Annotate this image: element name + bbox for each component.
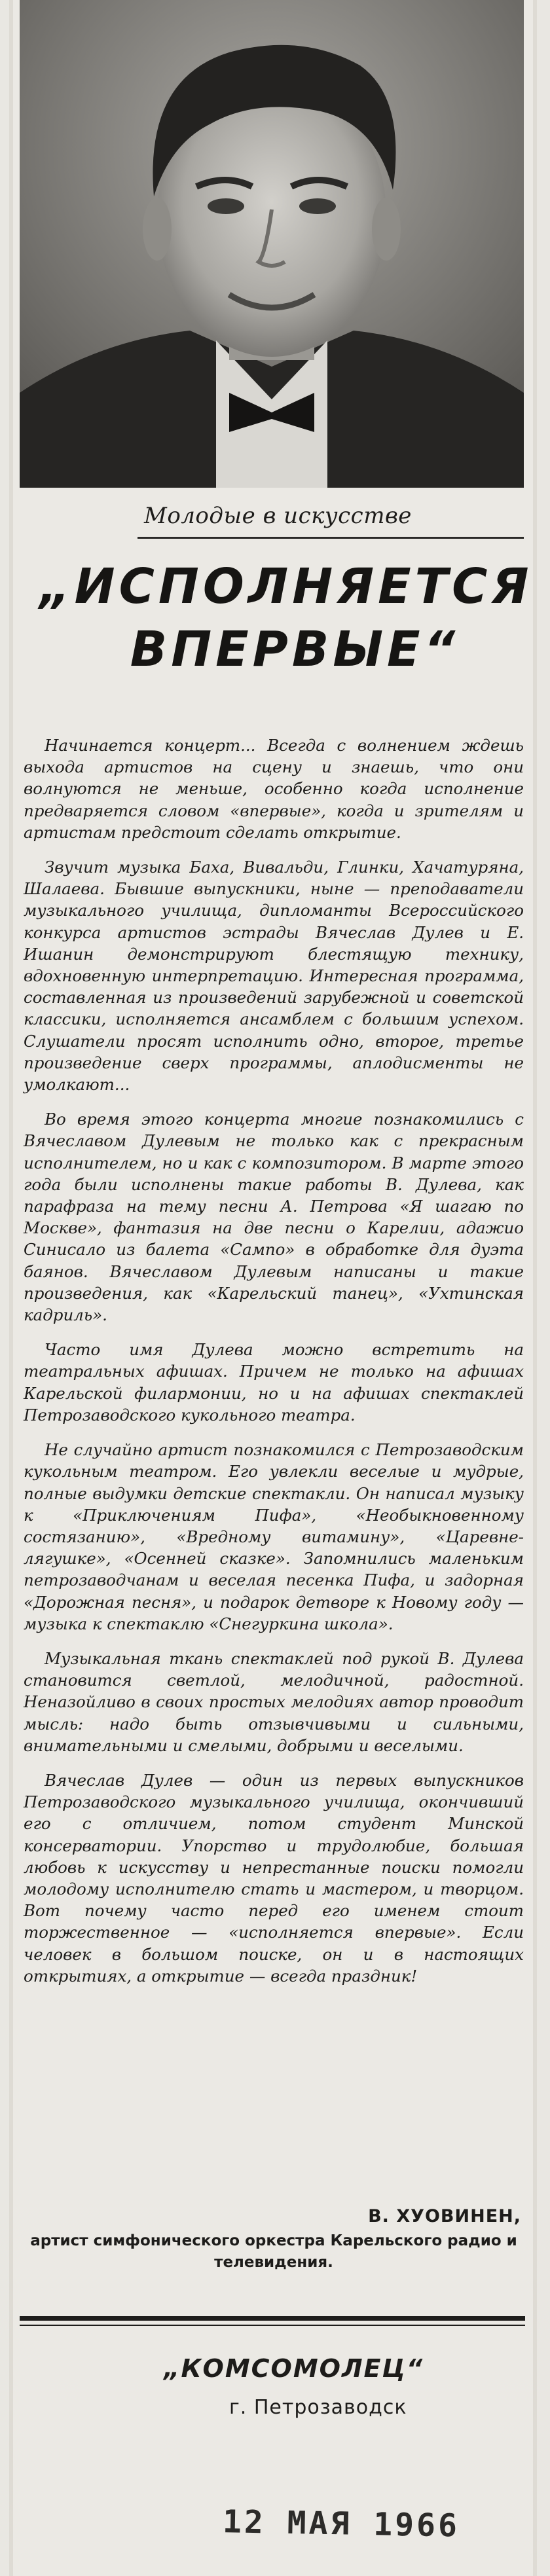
paragraph: Звучит музыка Баха, Вивальди, Глинки, Хачатуряна, Шалаева. Бывшие выпускники, ныне — преподаватели музыкального училища, дипломанты Всероссийского конкурса артистов эстрады Вячеслав Дулев и Е. Ишанин демонстрируют блестящую технику, вдохновенную интерпретацию. Интересная программа, составленная из произведений зарубежной и советской классики, исполняется ансамблем с большим успехом. Слушатели просят исполнить одно, второе, третье произведение сверх программы, аплодисменты не умолкают... xyxy=(24,858,524,1095)
article-headline xyxy=(39,555,533,681)
paragraph: Часто имя Дулева можно встретить на театральных афишах. Причем не только на афишах Карельской филармонии, но и на афишах спектаклей Петрозаводского кукольного театра. xyxy=(24,1340,524,1424)
paragraph: Музыкальная ткань спектаклей под рукой В. Дулева становится светлой, мелодичной, радостной. Неназойливо в своих простых мелодиях автор проводит мысль: надо быть отзывчивыми и сильными, внимательными и смелыми, добрыми и веселыми. xyxy=(24,1648,524,1755)
headline-line-2: ВПЕРВЫЕ“ xyxy=(130,621,460,678)
footer-rule-thick xyxy=(20,2316,525,2321)
rubric-underline xyxy=(138,537,524,539)
portrait-image xyxy=(20,0,524,488)
portrait-photo xyxy=(20,0,524,488)
date-stamp: 12 МАЯ 1966 xyxy=(222,2503,460,2545)
paragraph: Не случайно артист познакомился с Петрозаводским кукольным театром. Его увлекли веселые и мудрые, полные выдумки детские спектакли. Он написал музыку к «Приключениям Пифа», «Необыкновенному состязанию», «Вредному витамину», «Царевне-лягушке», «Осенней сказке». Запомнились маленьким петрозаводчанам и веселая песенка Пифа, и задорная «Дорожная песня», и подарок детворе к Новому году — музыка к спектаклю «Снегуркина школа». xyxy=(24,1440,524,1633)
paragraph: Начинается концерт... Всегда с волнением ждешь выхода артистов на сцену и знаешь, что они волнуются не меньше, особенно когда исполнение предваряется словом «впервые», когда и зрителям и артистам предстоит сделать открытие. xyxy=(24,736,524,842)
article-body xyxy=(24,735,524,2000)
newspaper-city: г. Петрозаводск xyxy=(229,2396,407,2419)
author-signature xyxy=(24,2206,524,2274)
author-name: В. ХУОВИНЕН, xyxy=(368,2206,521,2226)
paragraph: Во время этого концерта многие познакомились с Вячеславом Дулевым не только как с прекрасным исполнителем, но и как с композитором. В марте этого года были исполнены такие работы В. Дулева, как парафраза на тему песни А. Петрова «Я шагаю по Москве», фантазия на две песни о Карелии, адажио Синисало из балета «Сампо» в обработке для дуэта баянов. Вячеславом Дулевым написаны и такие произведения, как «Карельский танец», «Ухтинская кадриль». xyxy=(24,1110,524,1325)
footer-rule-thin xyxy=(20,2325,525,2326)
rubric-label: Молодые в искусстве xyxy=(144,503,412,529)
newspaper-name: „КОМСОМОЛЕЦ“ xyxy=(164,2354,424,2383)
author-position: артист симфонического оркестра Карельского радио и телевидения. xyxy=(30,2232,517,2271)
paragraph: Вячеслав Дулев — один из первых выпускников Петрозаводского музыкального училища, окончивший его с отличием, потом студент Минской консерватории. Упорство и трудолюбие, большая любовь к искусству и непрестанные поиски помогли молодому исполнителю стать и мастером, и творцом. Вот почему часто перед его именем стоит торжественное — «исполняется впервые». Если человек в большом поиске, он и в настоящих открытиях, а открытие — всегда праздник! xyxy=(24,1770,524,1986)
headline-line-1: „ИСПОЛНЯЕТСЯ xyxy=(39,558,533,615)
